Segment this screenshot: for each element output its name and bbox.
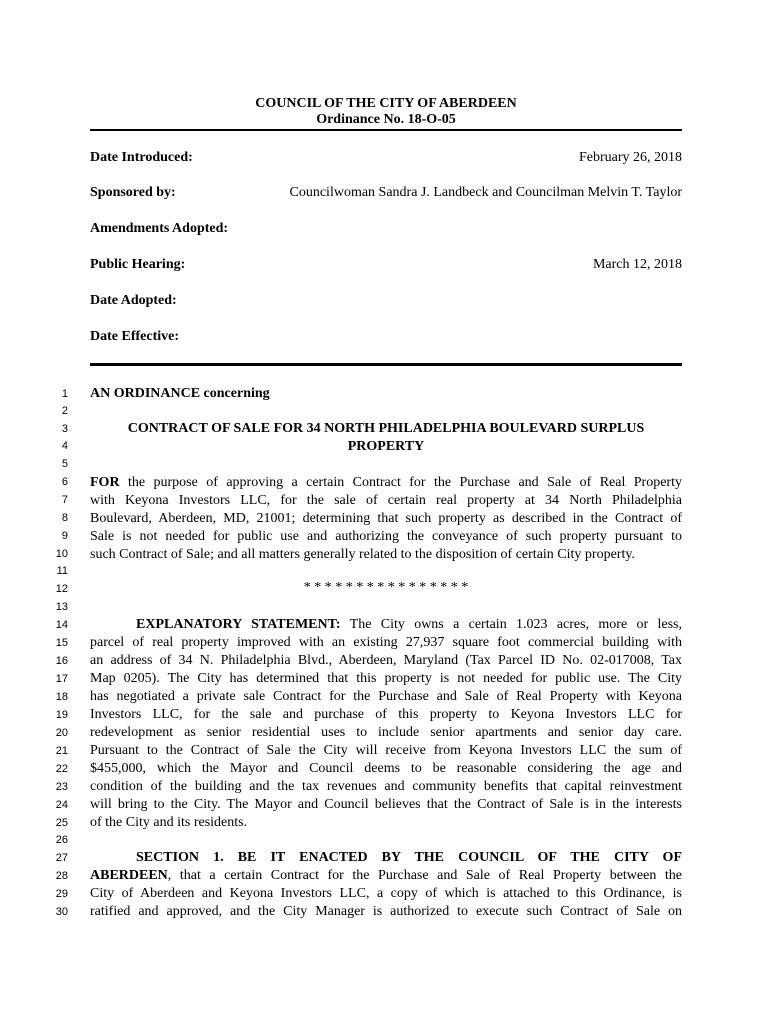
line-number: 29 [55,888,68,900]
line-number: 3 [61,423,68,435]
section-divider [90,363,682,366]
for-label: FOR [90,475,120,490]
explanatory-line: EXPLANATORY STATEMENT: The City owns a certain 1.023 acres, more or less, [136,617,682,632]
line-number: 20 [55,727,68,739]
line-number: 24 [55,799,68,811]
amendments-row [90,221,682,239]
separator-stars: * * * * * * * * * * * * * * * * [303,580,469,595]
line-number: 23 [55,781,68,793]
date-adopted-label: Date Adopted: [90,293,177,308]
purpose-line: with Keyona Investors LLC, for the sale of certain real property at 34 North Philadelphia [90,493,682,508]
line-number: 13 [55,601,68,613]
date-introduced-value: February 26, 2018 [578,150,682,165]
purpose-line: FOR the purpose of approving a certain Contract for the Purchase and Sale of Real Property [90,475,682,490]
line-number: 27 [55,852,68,864]
explanatory-line: Pursuant to the Contract of Sale the City will receive from Keyona Investors LLC the sum of [90,743,682,758]
amendments-label: Amendments Adopted: [90,221,229,236]
line-number: 16 [55,655,68,667]
explanatory-line: of the City and its residents. [90,815,248,830]
aberdeen-label: ABERDEEN [90,868,168,883]
document-header [90,96,682,128]
line-number: 26 [55,834,68,846]
purpose-line: such Contract of Sale; and all matters generally related to the disposition of certain City property. [90,547,635,562]
date-adopted-row [90,293,682,311]
sponsored-by-label: Sponsored by: [90,185,176,200]
line-number: 9 [61,530,68,542]
line-number: 28 [55,870,68,882]
public-hearing-value: March 12, 2018 [592,257,682,272]
sponsored-by-value: Councilwoman Sandra J. Landbeck and Councilman Melvin T. Taylor [289,185,682,200]
line-number: 11 [56,565,68,577]
line-number: 10 [55,548,68,560]
line-number: 12 [55,583,68,595]
line-number: 22 [55,763,68,775]
section1-heading: SECTION 1. BE IT ENACTED BY THE COUNCIL OF THE CITY OF [136,850,682,865]
explanatory-line: redevelopment as senior residential uses to include senior apartments and senior day care. [90,725,682,740]
ordinance-number: Ordinance No. 18-O-05 [316,112,456,127]
section1-line: City of Aberdeen and Keyona Investors LLC, a copy of which is attached to this Ordinance, is [90,886,682,901]
line-number: 30 [55,906,68,918]
line-number: 5 [61,458,68,470]
date-effective-label: Date Effective: [90,329,180,344]
explanatory-line: will bring to the City. The Mayor and Council believes that the Contract of Sale is in the interests [90,797,682,812]
council-title: COUNCIL OF THE CITY OF ABERDEEN [255,96,517,111]
ordinance-title-line: CONTRACT OF SALE FOR 34 NORTH PHILADELPHIA BOULEVARD SURPLUS [127,421,645,436]
sponsored-by-row [90,185,682,203]
line-number: 15 [55,637,68,649]
explanatory-line: parcel of real property improved with an existing 27,937 square foot commercial building with [90,635,682,650]
section1-line: ABERDEEN, that a certain Contract for the Purchase and Sale of Real Property between the [90,868,682,883]
explanatory-line: Map 0205). The City has determined that this property is not needed for public use. The City [90,671,682,686]
date-introduced-label: Date Introduced: [90,150,193,165]
purpose-line: Sale is not needed for public use and authorizing the conveyance of such property pursuant to [90,529,682,544]
line-number: 8 [61,512,68,524]
explanatory-line: $455,000, which the Mayor and Council deems to be reasonable considering the age and [90,761,682,776]
header-rule [90,129,682,131]
line-number: 21 [55,745,68,757]
line-number: 17 [55,673,68,685]
public-hearing-row [90,257,682,275]
line-number: 2 [61,405,68,417]
explanatory-line: an address of 34 N. Philadelphia Blvd., Aberdeen, Maryland (Tax Parcel ID No. 02-017008, Tax [90,653,682,668]
purpose-line: Boulevard, Aberdeen, MD, 21001; determining that such property as described in the Contract of [90,511,682,526]
explanatory-label: EXPLANATORY STATEMENT: [136,617,341,632]
line-number: 25 [55,817,68,829]
public-hearing-label: Public Hearing: [90,257,186,272]
explanatory-line: Investors LLC, for the sale and purchase of this property to Keyona Investors LLC for [90,707,682,722]
ordinance-concerning: AN ORDINANCE concerning [90,386,270,401]
line-number: 18 [55,691,68,703]
line-number: 1 [61,388,68,400]
line-number: 7 [61,494,68,506]
line-number: 6 [61,476,68,488]
explanatory-line: has negotiated a private sale Contract for the Purchase and Sale of Real Property with Keyona [90,689,682,704]
date-effective-row [90,329,682,347]
date-introduced-row [90,150,682,168]
explanatory-line: condition of the building and the tax revenues and community benefits that capital reinvestment [90,779,682,794]
ordinance-title-line: PROPERTY [347,439,425,454]
line-number: 19 [55,709,68,721]
section1-line: ratified and approved, and the City Manager is authorized to execute such Contract of Sale on [90,904,682,919]
line-number: 4 [61,440,68,452]
line-number: 14 [55,619,68,631]
